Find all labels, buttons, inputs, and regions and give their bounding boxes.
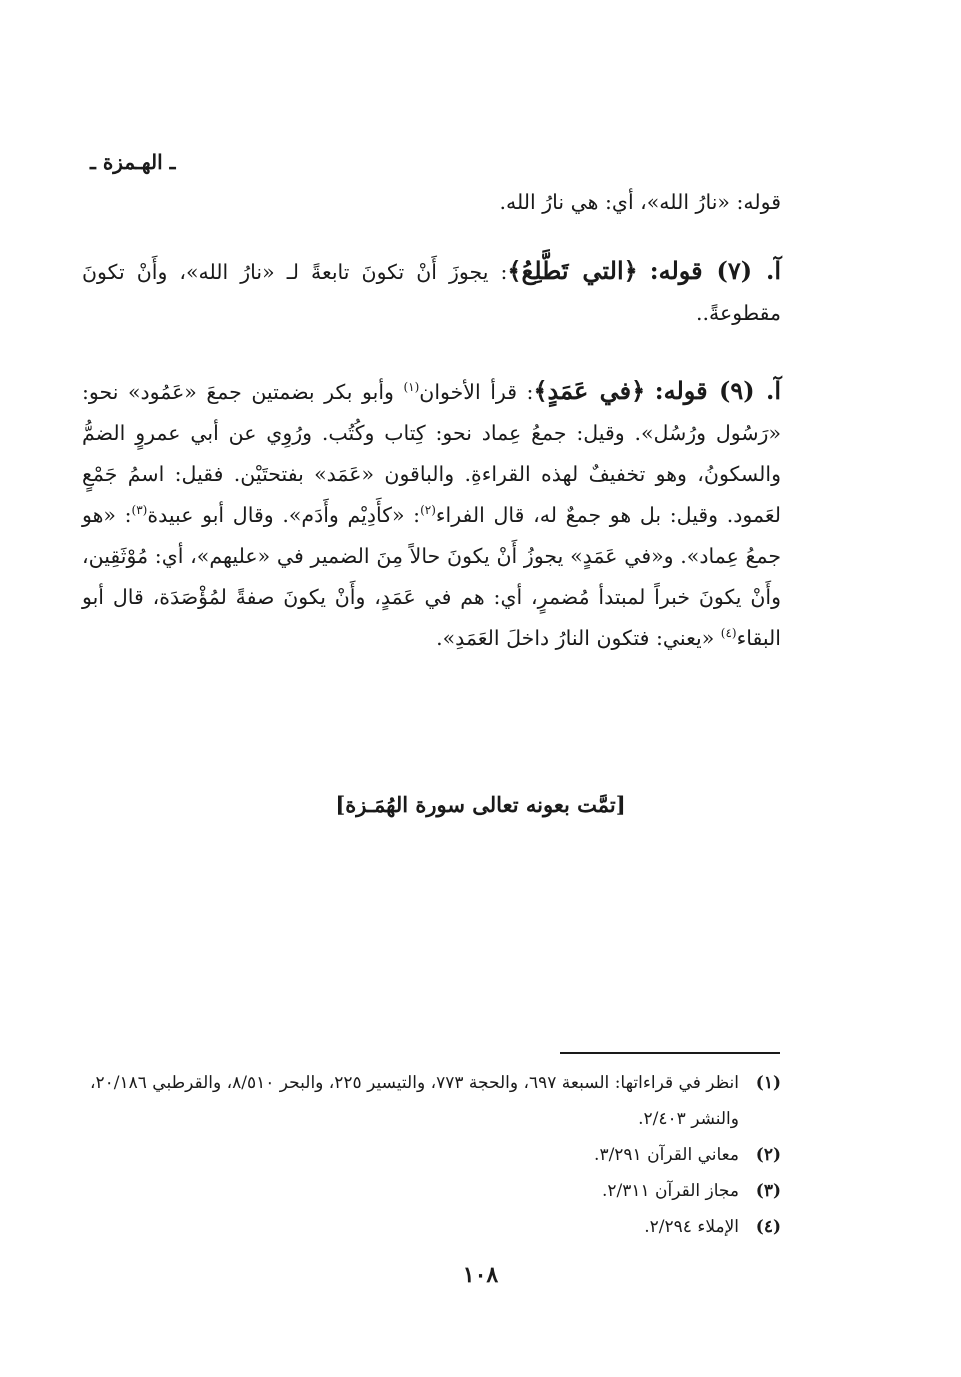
verse-7-quran-text: ﴿التي تَطَّلِعُ﴾ [507, 256, 638, 285]
footnote-ref-3[interactable]: (٣) [131, 503, 148, 518]
footnote-text: الإملاء ٢/٢٩٤. [644, 1217, 739, 1237]
footnote-number: (٢) [755, 1145, 781, 1165]
surah-closing-note: [تمَّت بعونه تعالى سورة الهُمَـزة] [335, 792, 626, 817]
verse-9-commentary-a: : قرأ الأخوان [419, 380, 534, 404]
verse-7-lead: آ. (٧) قوله: [649, 256, 781, 285]
paragraph-intro [200, 182, 781, 223]
footnote-item [90, 1209, 781, 1245]
footnote-text: معاني القرآن ٣/٢٩١. [594, 1145, 739, 1165]
paragraph-verse-9 [82, 370, 781, 659]
footnotes [90, 1065, 781, 1245]
footnote-item [90, 1173, 781, 1209]
footnote-divider [560, 1052, 780, 1054]
footnote-ref-2[interactable]: (٢) [420, 503, 436, 518]
verse-9-lead: آ. (٩) قوله: [654, 376, 782, 405]
verse-7-commentary: : يجوزَ أَنْ تكونَ تابعةً لـ «نارُ الله»، وأَنْ تكونَ مقطوعةً.. [82, 260, 781, 325]
paragraph-intro-text: قوله: «نارُ الله»، أي: هي نارُ الله. [499, 190, 781, 214]
footnote-ref-4[interactable]: (٤) [720, 626, 737, 641]
footnote-text: انظر في قراءاتها: السبعة ٦٩٧، والحجة ٧٧٣، والتيسير ٢٢٥، والبحر ٨/٥١٠، والقرطبي ٢٠/١٨٦، والنشر ٢/٤٠٣. [90, 1073, 740, 1129]
footnote-number: (٤) [755, 1217, 781, 1237]
verse-9-commentary-e: «يعني: فتكون النارُ داخلَ العَمَدِ». [436, 626, 721, 650]
footnote-ref-1[interactable]: (١) [403, 380, 420, 395]
page-number: ١٠٨ [462, 1262, 499, 1288]
footnote-item [90, 1065, 781, 1137]
footnote-number: (٣) [755, 1181, 781, 1201]
running-header: ـ الهـمزة ـ [90, 150, 176, 174]
paragraph-verse-7 [82, 250, 781, 334]
footnote-item [90, 1137, 781, 1173]
footnote-text: مجاز القرآن ٢/٣١١. [601, 1181, 739, 1201]
verse-9-commentary-b: وأبو بكر بضمتين جمعَ «عَمُود» نحو: «رَسُول ورُسُل». وقيل: جمعُ عِماد نحو: كِتاب وكُتُب. ورُوِي عن أبي عمروٍ الضمُّ والسكونُ، وهو تخفيفٌ لهذه القراءةِ. والباقون «عَمَد» بفتحتَيْن. فقيل: اسمُ جَمْعٍ لعَمود. وقيل: بل هو جمعٌ له، قال الفراء [82, 380, 781, 527]
footnote-number: (١) [755, 1073, 781, 1093]
verse-9-quran-text: ﴿في عَمَدٍ﴾ [533, 376, 646, 405]
verse-9-commentary-c: : «كأَدِيْم وأَدَم». وقال أبو عبيدة [147, 503, 421, 527]
verse-9-commentary-d: : «هو جمعُ عِماد». و«في عَمَدٍ» يجوزُ أَنْ يكونَ حالاً مِنَ الضمير في «عليهم»، أي: مُوْثَقِين، وأَنْ يكونَ خبراً لمبتدأ مُضمرٍ، أي: هم في عَمَدٍ، وأَنْ يكونَ صفةً لمُؤْصَدَة، قال أبو البقاء [82, 503, 781, 650]
